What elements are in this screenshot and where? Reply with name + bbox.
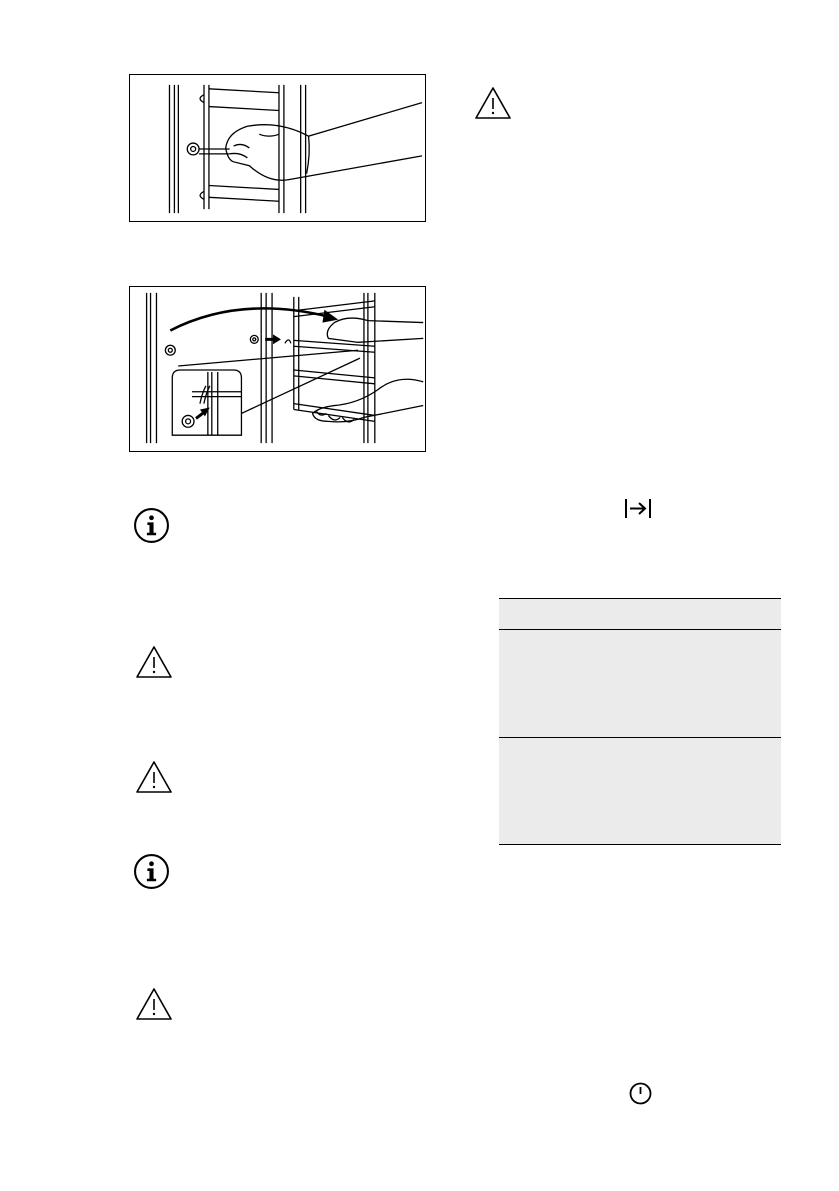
warning-icon bbox=[474, 86, 512, 120]
rack-removal-illustration bbox=[130, 75, 425, 221]
rack-installation-figure bbox=[129, 286, 426, 452]
warning-icon bbox=[135, 760, 173, 794]
info-icon bbox=[133, 853, 170, 890]
table-row bbox=[499, 738, 781, 844]
table-header-row bbox=[499, 599, 781, 629]
table-row bbox=[499, 630, 781, 737]
warning-icon bbox=[135, 645, 173, 679]
clock-icon bbox=[628, 1081, 653, 1106]
warning-icon bbox=[135, 987, 173, 1021]
table-bottom-rule bbox=[499, 844, 781, 845]
info-table bbox=[499, 598, 781, 845]
move-to-end-icon bbox=[624, 498, 653, 519]
info-icon bbox=[133, 507, 170, 544]
rack-installation-illustration bbox=[130, 287, 425, 451]
rack-removal-figure bbox=[129, 74, 426, 222]
